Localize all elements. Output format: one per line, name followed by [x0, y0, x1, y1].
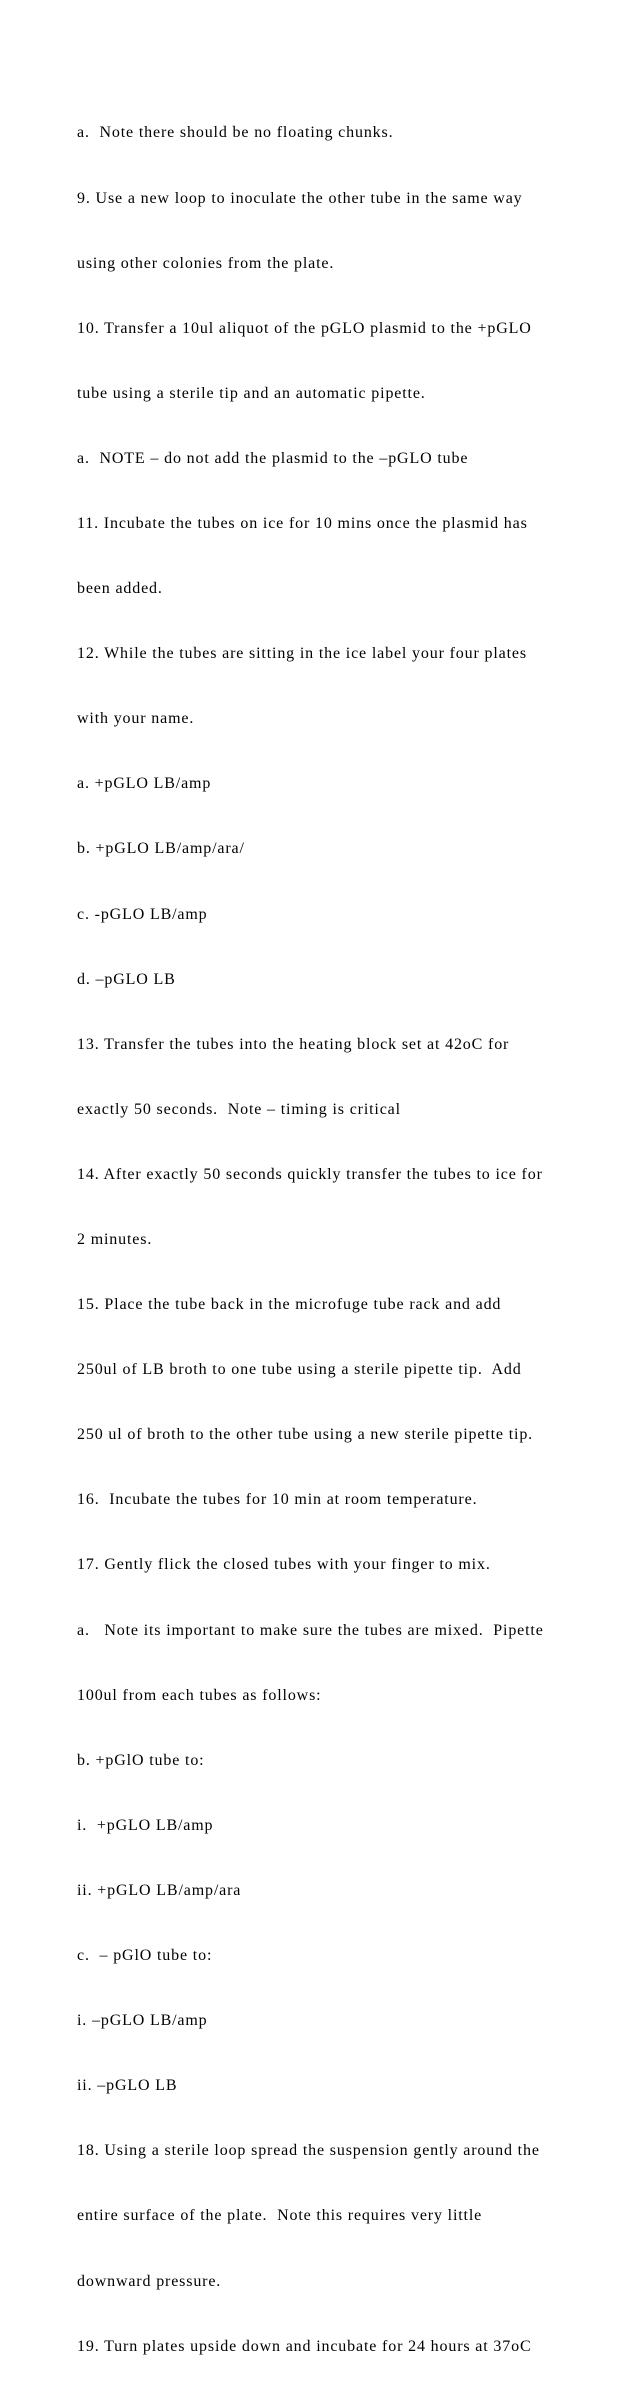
- text-line: 9. Use a new loop to inoculate the other tube in the same way: [77, 189, 523, 207]
- text-line: 15. Place the tube back in the microfuge tube rack and add: [77, 1296, 502, 1314]
- text-line: a. NOTE – do not add the plasmid to the –pGLO tube: [77, 449, 469, 467]
- text-line: 14. After exactly 50 seconds quickly transfer the tubes to ice for: [77, 1165, 543, 1183]
- text-line: b. +pGLO LB/amp/ara/: [77, 840, 245, 858]
- text-line: 100ul from each tubes as follows:: [77, 1686, 322, 1704]
- text-line: b. +pGlO tube to:: [77, 1751, 205, 1769]
- text-line: 250 ul of broth to the other tube using a new sterile pipette tip.: [77, 1426, 534, 1444]
- text-line: 12. While the tubes are sitting in the ice label your four plates: [77, 645, 527, 663]
- text-line: with your name.: [77, 710, 195, 728]
- text-line: i. –pGLO LB/amp: [77, 2012, 208, 2030]
- text-line: 250ul of LB broth to one tube using a sterile pipette tip. Add: [77, 1361, 522, 1379]
- text-line: 16. Incubate the tubes for 10 min at room temperature.: [77, 1491, 478, 1509]
- text-line: i. +pGLO LB/amp: [77, 1816, 214, 1834]
- text-line: downward pressure.: [77, 2272, 222, 2290]
- text-line: exactly 50 seconds. Note – timing is critical: [77, 1100, 401, 1118]
- text-line: 13. Transfer the tubes into the heating block set at 42oC for: [77, 1035, 510, 1053]
- text-line: d. –pGLO LB: [77, 970, 176, 988]
- text-line: 11. Incubate the tubes on ice for 10 mins once the plasmid has: [77, 514, 528, 532]
- text-line: c. -pGLO LB/amp: [77, 905, 208, 923]
- text-line: 17. Gently flick the closed tubes with your finger to mix.: [77, 1556, 491, 1574]
- text-line: 10. Transfer a 10ul aliquot of the pGLO plasmid to the +pGLO: [77, 319, 532, 337]
- text-line: a. +pGLO LB/amp: [77, 775, 212, 793]
- text-line: ii. +pGLO LB/amp/ara: [77, 1881, 242, 1899]
- text-line: entire surface of the plate. Note this requires very little: [77, 2207, 483, 2225]
- text-line: ii. –pGLO LB: [77, 2077, 178, 2095]
- text-line: tube using a sterile tip and an automatic pipette.: [77, 384, 426, 402]
- protocol-text: [77, 79, 577, 2401]
- text-line: a. Note there should be no floating chunks.: [77, 124, 394, 142]
- text-line: 19. Turn plates upside down and incubate for 24 hours at 37oC: [77, 2337, 532, 2355]
- text-line: c. – pGlO tube to:: [77, 1947, 213, 1965]
- text-line: 2 minutes.: [77, 1231, 153, 1248]
- text-line: a. Note its important to make sure the tubes are mixed. Pipette: [77, 1621, 544, 1639]
- text-line: 18. Using a sterile loop spread the suspension gently around the: [77, 2142, 540, 2160]
- text-line: using other colonies from the plate.: [77, 254, 335, 272]
- text-line: been added.: [77, 580, 163, 598]
